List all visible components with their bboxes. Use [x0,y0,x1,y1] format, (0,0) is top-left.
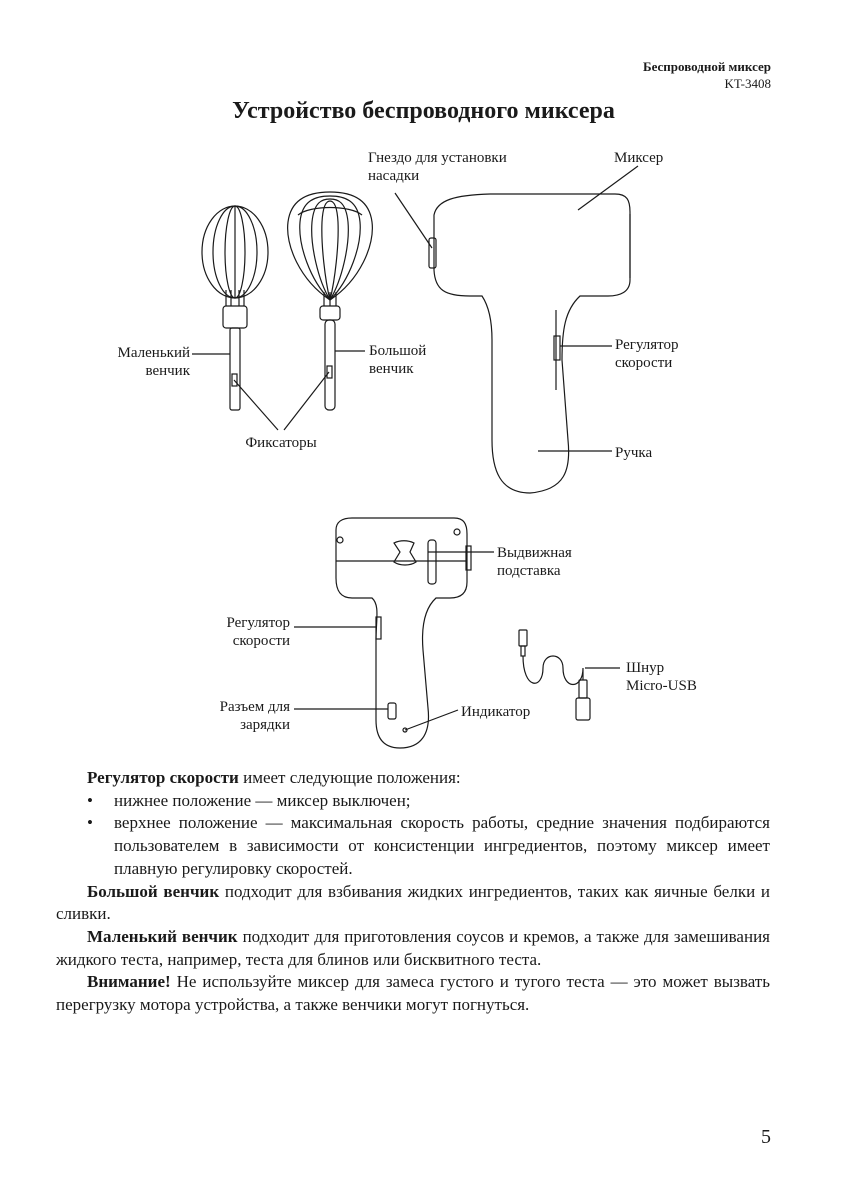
label-large-whisk-2: венчик [369,361,414,377]
mixer-front-drawing [429,194,630,493]
list-item [56,812,770,880]
speed-positions-list [56,790,770,881]
label-mixer: Миксер [614,150,664,166]
page-number: 5 [761,1126,771,1148]
label-fixers: Фиксаторы [245,435,317,451]
large-whisk-text: подходит для взбивания жидких ингредиентов, таких как яичные белки и сливки. [56,881,770,924]
label-indicator: Индикатор [461,704,531,720]
label-charging-port-2: зарядки [240,717,290,733]
paragraph-small-whisk [56,926,770,971]
small-whisk-term: Маленький венчик [87,926,238,946]
paragraph-speed [56,767,770,790]
body-text [56,767,770,1017]
label-speed-bottom: Регулятор [226,615,290,631]
large-whisk-term: Большой венчик [87,881,220,901]
label-stand: Выдвижная [497,545,572,561]
header-title: Беспроводной миксер [643,59,771,74]
list-item-text: нижнее положение — миксер выключен; [114,790,411,810]
label-handle: Ручка [615,445,653,461]
small-whisk-drawing [202,206,268,410]
label-small-whisk-2: венчик [145,363,190,379]
large-whisk-drawing [288,192,373,410]
label-socket-2: насадки [368,168,420,184]
bullet-icon: • [87,790,93,810]
warning-text: Не используйте миксер для замеса густого и тугого теста — это может вызвать перегрузку мотора устройства, а также венчики могут погнуться. [56,972,770,1015]
list-item [56,790,770,813]
bullet-icon: • [87,813,93,833]
list-item-text: верхнее положение — максимальная скорость работы, средние значения подбираются пользователем в зависимости от консистенции ингредиентов, поэтому миксер имеет плавную регулировку скоростей. [114,813,770,878]
label-cord-2: Micro-USB [626,678,697,694]
speed-term: Регулятор скорости [87,768,239,787]
label-small-whisk: Маленький [117,345,190,361]
speed-text: имеет следующие положения: [238,768,461,787]
paragraph-large-whisk [56,881,770,926]
paragraph-warning [56,971,770,1016]
label-cord: Шнур [626,660,665,676]
label-speed-top-2: скорости [615,355,673,371]
label-socket: Гнездо для установки [368,150,507,166]
page-title: Устройство беспроводного миксера [232,98,615,124]
label-stand-2: подставка [497,563,561,579]
header-model: KT-3408 [724,76,771,91]
label-charging-port: Разъем для [219,699,290,715]
label-large-whisk: Большой [369,343,427,359]
label-speed-bottom-2: скорости [232,633,290,649]
warning-term: Внимание! [87,972,171,992]
small-whisk-text: подходит для приготовления соусов и кремов, а также для замешивания жидкого теста, например, теста для блинов или бисквитного теста. [56,926,770,969]
label-speed-top: Регулятор [615,337,679,353]
